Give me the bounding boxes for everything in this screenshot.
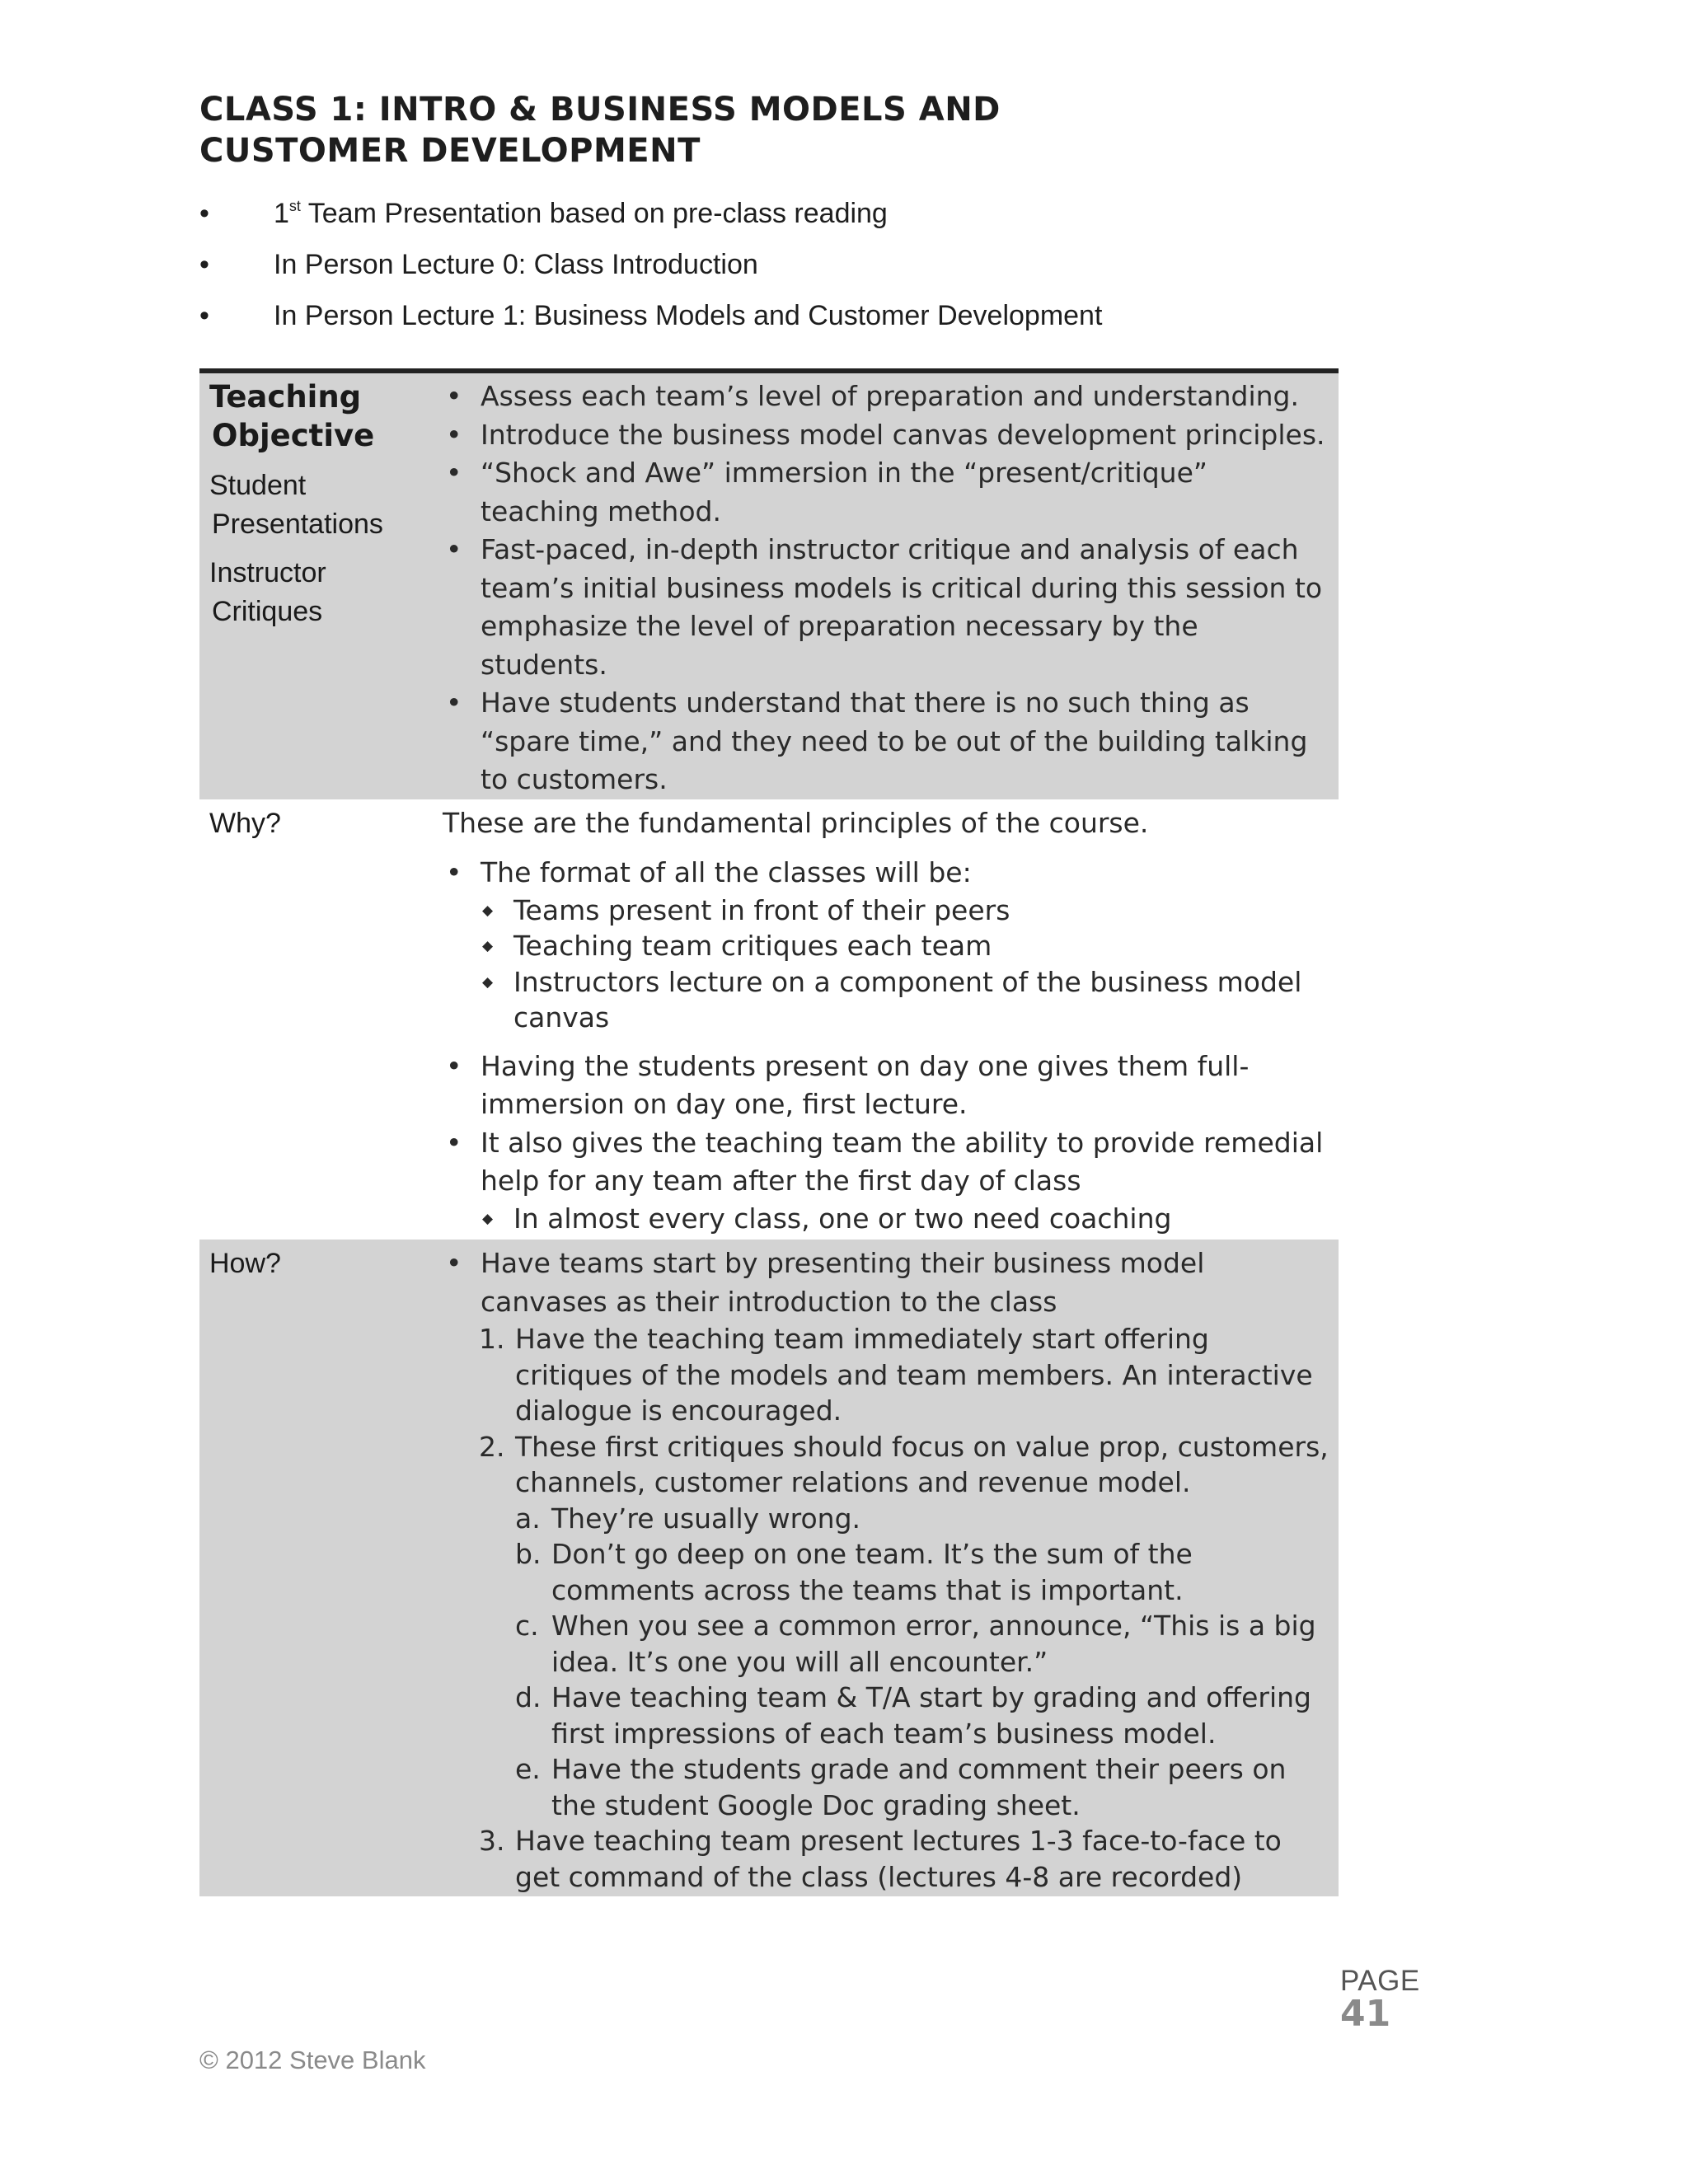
agenda-item-1-prefix: 1 [274,198,289,229]
list-item [515,1608,1329,1680]
list-item: • Have teams start by presenting their business model canvases as their introduction to the class [443,1244,1329,1321]
list-item [479,1321,1329,1429]
why-row [199,799,1339,1240]
why-label: Why? [209,807,281,839]
objective-bullets [443,377,1329,799]
step-text: Have the teaching team immediately start offering critiques of the models and team members. An interactive dialogue is encouraged. [515,1323,1313,1427]
page-number: 41 [1340,1993,1391,2035]
objective-label-line2: Objective [212,418,375,453]
list-item [515,1501,1329,1537]
list-item: • Assess each team’s level of preparation and understanding. [443,377,1329,416]
agenda-list [199,188,1353,341]
step-text: These first critiques should focus on value prop, customers, channels, customer relations and revenue model. [515,1430,1329,1498]
agenda-item: • In Person Lecture 1: Business Models and Customer Development [199,290,1353,341]
list-item [479,1823,1329,1895]
agenda-item-1-sup: st [288,197,301,214]
list-item: • Have students understand that there is no such thing as “spare time,” and they need to be out of the building talking to customers. [443,684,1329,799]
substep-letter: b. [515,1538,542,1570]
how-substeps [515,1501,1329,1824]
student-presentations-label-2: Presentations [212,509,383,540]
lesson-plan-table [199,368,1339,1896]
why-bullets [443,854,1329,893]
objective-content-cell [443,377,1339,799]
substep-text: Don’t go deep on one team. It’s the sum of the comments across the teams that is important. [551,1538,1193,1606]
objective-row [199,373,1339,799]
why-content-cell [443,804,1339,1237]
how-bullets [443,1244,1329,1321]
list-item [515,1536,1329,1608]
substep-text: They’re usually wrong. [551,1502,861,1535]
coaching-subitems [477,1201,1329,1237]
list-item [515,1680,1329,1751]
list-item: • Fast-paced, in-depth instructor critique and analysis of each team’s initial business models is critical during this session to emphasize the level of preparation necessary by the students. [443,531,1329,684]
list-item: • Introduce the business model canvas development principles. [443,416,1329,455]
agenda-item-1-text: Team Presentation based on pre-class reading [300,198,888,229]
copyright: © 2012 Steve Blank [199,2046,426,2074]
student-presentations-label-1: Student [209,470,307,501]
page-title [199,89,1271,171]
substep-text: Have teaching team & T/A start by grading and offering first impressions of each team’s business model. [551,1681,1311,1750]
list-item [479,1429,1329,1824]
title-line-1: CLASS 1: INTRO & BUSINESS MODELS AND [199,91,1001,129]
step-number: 1. [479,1323,505,1355]
list-item [515,1751,1329,1823]
format-bullet-text: • The format of all the classes will be: [481,856,972,888]
step-text: Have teaching team present lectures 1-3 face-to-face to get command of the class (lectures 4-8 are recorded) [515,1825,1282,1893]
why-label-cell [199,804,443,1237]
substep-letter: a. [515,1502,541,1535]
how-content-cell [443,1244,1339,1895]
list-item: • It also gives the teaching team the ability to provide remedial help for any team after the first day of class [443,1124,1329,1201]
list-item: ◆ Instructors lecture on a component of the business model canvas [477,964,1329,1036]
list-item: • Having the students present on day one gives them full-immersion on day one, first lecture. [443,1047,1329,1124]
instructor-critiques-label-2: Critiques [212,596,323,627]
agenda-item [199,188,1353,239]
how-steps [479,1321,1329,1895]
list-item: ◆ Teams present in front of their peers [477,893,1329,929]
instructor-critiques-label-1: Instructor [209,557,326,588]
page-label: PAGE [1340,1965,1420,1997]
objective-label-line1: Teaching [209,379,362,415]
substep-text: Have the students grade and comment their peers on the student Google Doc grading sheet. [551,1753,1287,1821]
substep-text: When you see a common error, announce, “This is a big idea. It’s one you will all encounter.” [551,1610,1316,1678]
how-label: How? [209,1248,281,1279]
format-subitems [477,893,1329,1036]
substep-letter: e. [515,1753,541,1785]
substep-letter: d. [515,1681,542,1713]
step-number: 3. [479,1825,505,1857]
how-row [199,1240,1339,1896]
list-item: • “Shock and Awe” immersion in the “present/critique” teaching method. [443,454,1329,531]
list-item: ◆ Teaching team critiques each team [477,928,1329,964]
agenda-item: • In Person Lecture 0: Class Introduction [199,239,1353,290]
why-bullets-2 [443,1047,1329,1201]
objective-label-cell [199,377,443,799]
list-item: ◆ In almost every class, one or two need coaching [477,1201,1329,1237]
step-number: 2. [479,1430,505,1463]
substep-letter: c. [515,1610,539,1642]
how-label-cell [199,1244,443,1895]
title-line-2: CUSTOMER DEVELOPMENT [199,132,701,170]
list-item [443,854,1329,893]
why-intro: These are the fundamental principles of the course. [443,806,1149,839]
